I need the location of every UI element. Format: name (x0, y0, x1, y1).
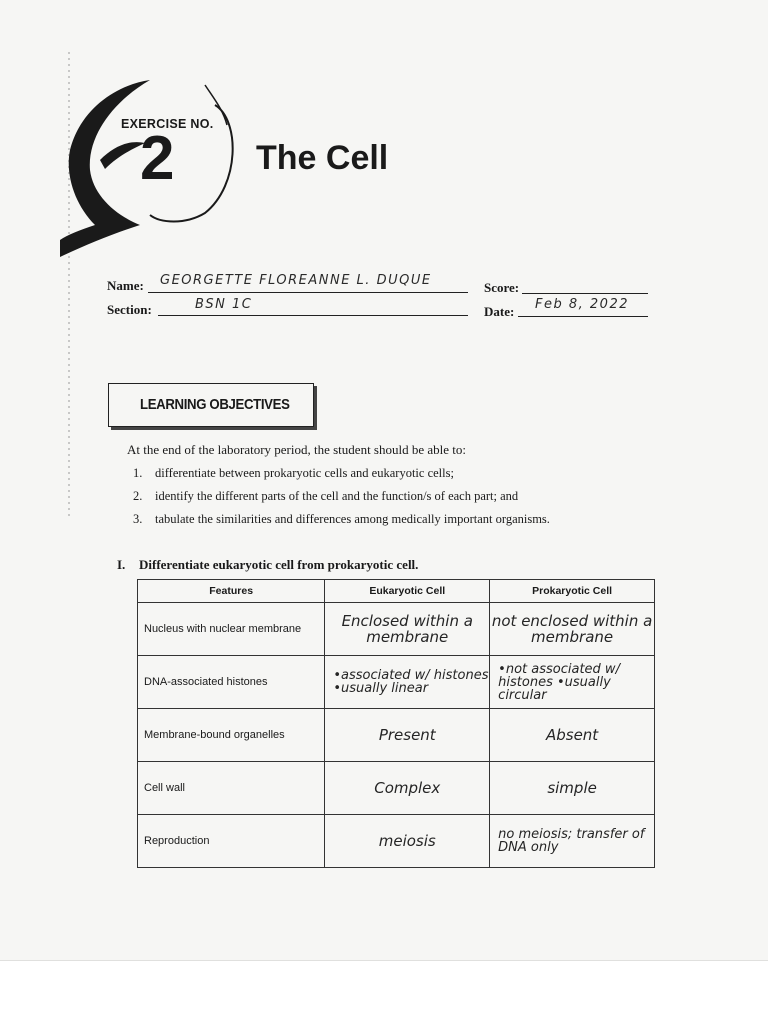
prokaryotic-answer[interactable]: •not associated w/ histones •usually circular (490, 656, 655, 709)
feature-cell: Reproduction (138, 815, 325, 868)
objective-number: 3. (133, 512, 143, 526)
section-line (158, 315, 468, 316)
scan-bottom-margin (0, 960, 768, 1025)
objective-text: identify the different parts of the cell and the function/s of each part; and (155, 489, 519, 503)
header-prokaryotic: Prokaryotic Cell (490, 580, 655, 603)
date-value[interactable]: Feb 8, 2022 (535, 297, 629, 312)
name-value[interactable]: GEORGETTE FLOREANNE L. DUQUE (160, 273, 432, 288)
feature-cell: Nucleus with nuclear membrane (138, 603, 325, 656)
eukaryotic-answer[interactable]: Enclosed within a membrane (325, 603, 490, 656)
feature-cell: Membrane-bound organelles (138, 709, 325, 762)
learning-objectives-heading: LEARNING OBJECTIVES (140, 396, 290, 413)
page-title: The Cell (256, 139, 389, 177)
name-label: Name: (107, 278, 144, 293)
objective-item (133, 466, 454, 481)
prokaryotic-answer[interactable]: not enclosed within a membrane (490, 603, 655, 656)
table-row (138, 762, 655, 815)
objective-text: differentiate between prokaryotic cells and eukaryotic cells; (155, 466, 454, 480)
prokaryotic-answer[interactable]: Absent (490, 709, 655, 762)
eukaryotic-answer[interactable]: Present (325, 709, 490, 762)
date-line (518, 316, 648, 317)
table-header-row (138, 580, 655, 603)
objective-number: 2. (133, 489, 143, 503)
table-row (138, 656, 655, 709)
prokaryotic-answer[interactable]: no meiosis; transfer of DNA only (490, 815, 655, 868)
section-1-title (117, 557, 418, 573)
objective-item (133, 489, 518, 504)
objective-text: tabulate the similarities and differences among medically important organisms. (155, 512, 550, 526)
exercise-label: EXERCISE NO. (121, 117, 214, 131)
objective-item (133, 512, 550, 527)
objectives-intro: At the end of the laboratory period, the student should be able to: (127, 442, 466, 457)
section-label: Section: (107, 302, 152, 317)
name-line (148, 292, 468, 293)
feature-cell: DNA-associated histones (138, 656, 325, 709)
score-label: Score: (484, 280, 520, 295)
section-1-text: Differentiate eukaryotic cell from prokaryotic cell. (139, 557, 419, 572)
score-line (522, 293, 648, 294)
comparison-table (137, 579, 655, 868)
eukaryotic-answer[interactable]: meiosis (325, 815, 490, 868)
table-row (138, 603, 655, 656)
objective-number: 1. (133, 466, 143, 480)
eukaryotic-answer[interactable]: •associated w/ histones •usually linear (325, 656, 490, 709)
exercise-number: 2 (140, 124, 175, 193)
table-row (138, 709, 655, 762)
header-eukaryotic: Eukaryotic Cell (325, 580, 490, 603)
eukaryotic-answer[interactable]: Complex (325, 762, 490, 815)
header-features: Features (138, 580, 325, 603)
section-1-roman: I. (117, 557, 126, 572)
section-value[interactable]: BSN 1C (195, 297, 253, 312)
date-label: Date: (484, 304, 515, 319)
prokaryotic-answer[interactable]: simple (490, 762, 655, 815)
table-row (138, 815, 655, 868)
feature-cell: Cell wall (138, 762, 325, 815)
